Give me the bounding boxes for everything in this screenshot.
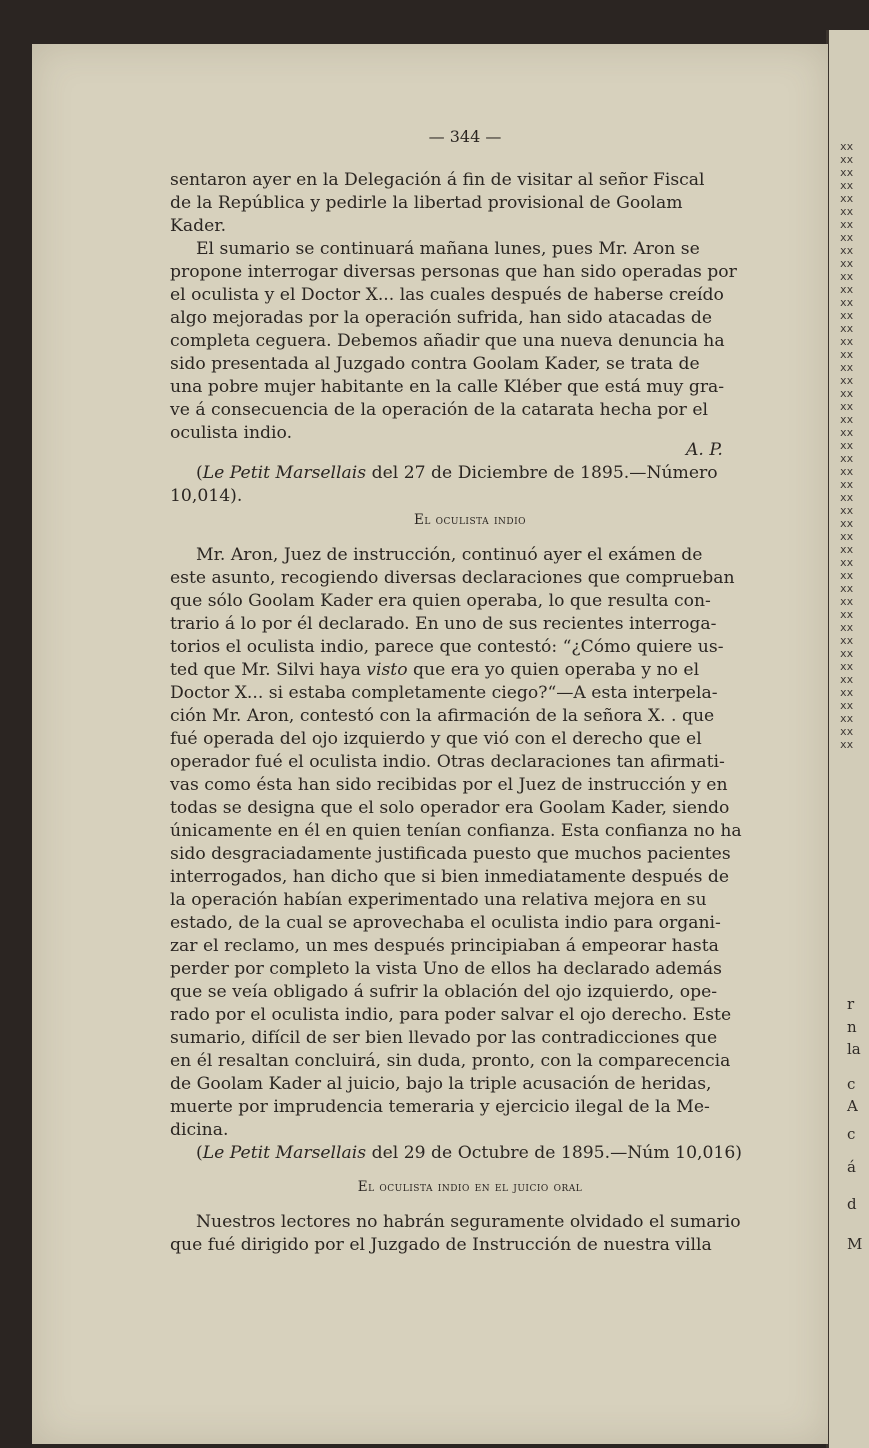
text-line: Doctor X... si estaba completamente ciego?“—A esta interpela- <box>170 683 718 703</box>
margin-letter: d <box>847 1195 857 1213</box>
text-line: el oculista y el Doctor X... las cuales después de haberse creído <box>170 285 724 305</box>
text-line: rado por el oculista indio, para poder salvar el ojo derecho. Este <box>170 1005 732 1025</box>
text-line: únicamente en él en quien tenían confianza. Esta confianza no ha <box>170 821 742 841</box>
text-line: algo mejoradas por la operación sufrida, han sido atacadas de <box>170 308 713 328</box>
margin-letter: r <box>847 995 855 1013</box>
text-line: todas se designa que el solo operador era Goolam Kader, siendo <box>170 798 730 818</box>
text-line: una pobre mujer habitante en la calle Kléber que está muy gra- <box>170 377 725 397</box>
text-line: fué operada del ojo izquierdo y que vió con el derecho que el <box>170 729 702 749</box>
source-citation: (Le Petit Marsellais del 27 de Diciembre de 1895.—Número <box>196 463 718 483</box>
text-line: propone interrogar diversas personas que han sido operadas por <box>170 262 737 282</box>
margin-letter: c <box>847 1125 856 1143</box>
text-line: operador fué el oculista indio. Otras declaraciones tan afirmati- <box>170 752 725 772</box>
margin-letter: la <box>847 1040 861 1058</box>
text-line: ción Mr. Aron, contestó con la afirmación de la señora X. . que <box>170 706 715 726</box>
text-line: completa ceguera. Debemos añadir que una nueva denuncia ha <box>170 331 725 351</box>
text-line: El sumario se continuará mañana lunes, pues Mr. Aron se <box>196 239 700 259</box>
text-line: oculista indio. <box>170 423 293 443</box>
text-line: sentaron ayer en la Delegación á fin de visitar al señor Fiscal <box>170 170 705 190</box>
text-line: perder por completo la vista Uno de ellos ha declarado además <box>170 959 722 979</box>
text-line: sido presentada al Juzgado contra Goolam Kader, se trata de <box>170 354 700 374</box>
text-line: trario á lo por él declarado. En uno de sus recientes interroga- <box>170 614 717 634</box>
margin-letter: c <box>847 1075 856 1093</box>
text-line: ted que Mr. Silvi haya visto que era yo quien operaba y no el <box>170 660 700 680</box>
text-line: este asunto, recogiendo diversas declaraciones que comprueban <box>170 568 735 588</box>
text-line: muerte por imprudencia temeraria y ejercicio ilegal de la Me- <box>170 1097 710 1117</box>
margin-letter: á <box>847 1158 856 1176</box>
text-line: Nuestros lectores no habrán seguramente olvidado el sumario <box>196 1212 741 1232</box>
section-heading: El oculista indio <box>413 512 527 528</box>
page-number: — 344 — <box>428 127 502 146</box>
text-line: dicina. <box>170 1120 229 1140</box>
text-line: interrogados, han dicho que si bien inmediatamente después de <box>170 867 730 887</box>
section-heading: El oculista indio en el juicio oral <box>357 1179 583 1195</box>
margin-letter: n <box>847 1018 857 1036</box>
source-citation: (Le Petit Marsellais del 29 de Octubre de 1895.—Núm 10,016) <box>196 1143 742 1163</box>
text-line: zar el reclamo, un mes después principiaban á empeorar hasta <box>170 936 719 956</box>
text-line: ve á consecuencia de la operación de la catarata hecha por el <box>170 400 708 420</box>
text-line: que fué dirigido por el Juzgado de Instrucción de nuestra villa <box>170 1235 712 1255</box>
text-line: sido desgraciadamente justificada puesto que muchos pacientes <box>170 844 731 864</box>
text-line: torios el oculista indio, parece que contestó: “¿Cómo quiere us- <box>170 637 724 657</box>
text-line: de la República y pedirle la libertad provisional de Goolam <box>170 193 683 213</box>
text-line: vas como ésta han sido recibidas por el Juez de instrucción y en <box>170 775 728 795</box>
text-line: sumario, difícil de ser bien llevado por las contradicciones que <box>170 1028 718 1048</box>
author-initials: A. P. <box>686 440 723 460</box>
text-line: estado, de la cual se aprovechaba el oculista indio para organi- <box>170 913 721 933</box>
margin-letter: M <box>847 1235 863 1253</box>
text-line: la operación habían experimentado una relativa mejora en su <box>170 890 707 910</box>
adjacent-page-pattern: xx xx xx xx xx xx xx xx xx xx xx xx xx xx xx xx xx xx xx xx xx xx xx xx xx xx xx xx xx xx xx xx xx xx xx xx xx xx xx xx xx xx xx xx xx xx xx <box>840 140 854 751</box>
text-line: que se veía obligado á sufrir la oblación del ojo izquierdo, ope- <box>170 982 718 1002</box>
text-line: de Goolam Kader al juicio, bajo la triple acusación de heridas, <box>170 1074 712 1094</box>
text-line: Mr. Aron, Juez de instrucción, continuó ayer el exámen de <box>196 545 703 565</box>
text-line: que sólo Goolam Kader era quien operaba, lo que resulta con- <box>170 591 711 611</box>
margin-letter: A <box>847 1097 858 1115</box>
text-line: en él resaltan concluirá, sin duda, pronto, con la comparecencia <box>170 1051 731 1071</box>
source-citation-cont: 10,014). <box>170 486 243 506</box>
text-line: Kader. <box>170 216 227 236</box>
